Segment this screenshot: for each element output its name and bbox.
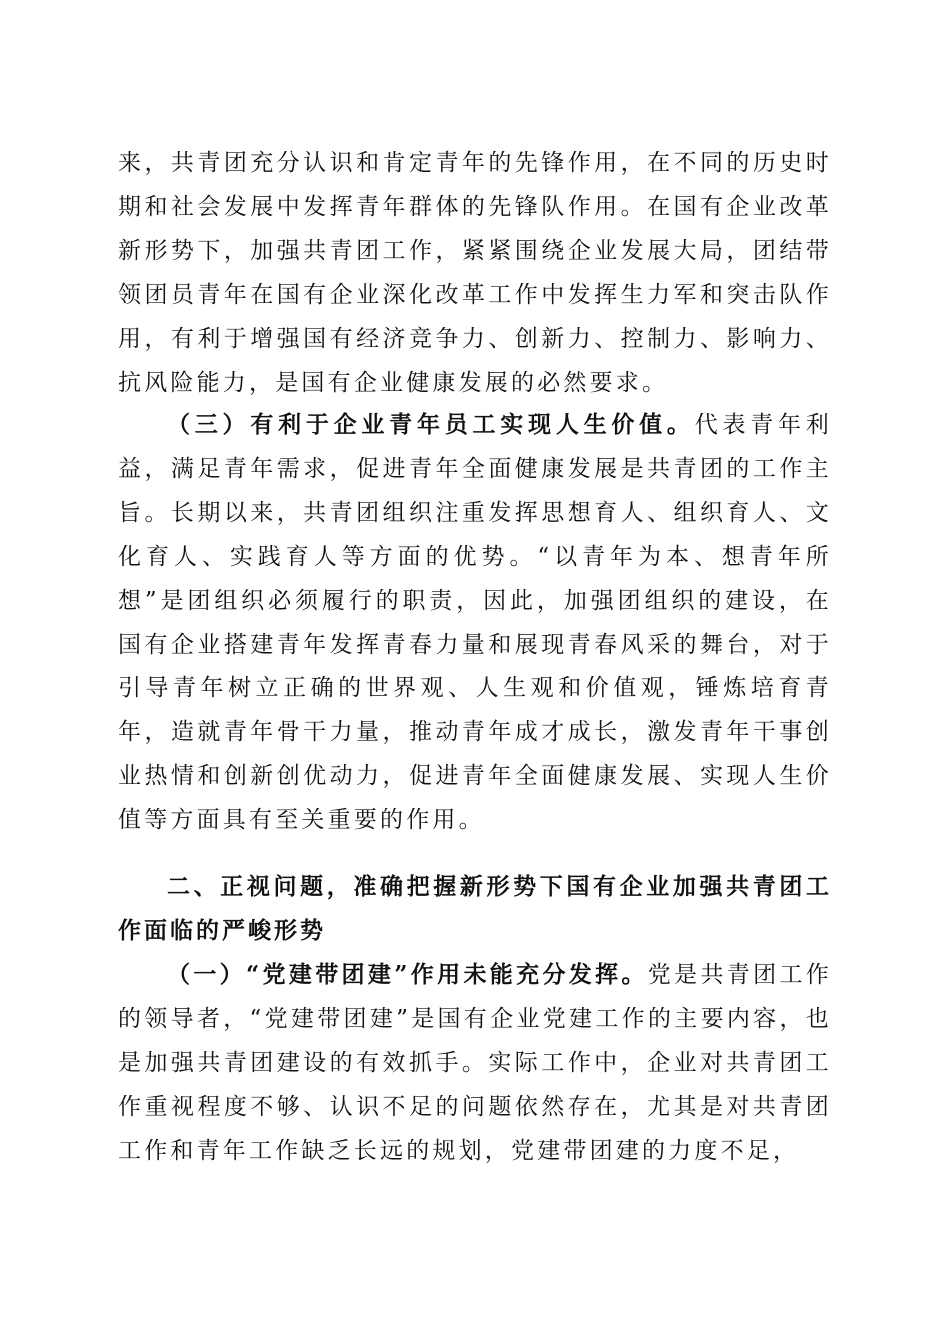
paragraph-body <box>118 403 832 843</box>
paragraph-body <box>118 953 832 1174</box>
subsection-1-text: 党是共青团工作的领导者，“党建带团建”是国有企业党建工作的主要内容，也是加强共青团建设的有效抓手。实际工作中，企业对共青团工作重视程度不够、认识不足的问题依然存在，尤其是对共青团工作和青年工作缺乏长远的规划，党建带团建的力度不足， <box>118 962 832 1164</box>
section-3-lead: （三）有利于企业青年员工实现人生价值。 <box>167 411 695 438</box>
section-heading-2 <box>118 866 832 954</box>
paragraph-text: 来，共青团充分认识和肯定青年的先锋作用，在不同的历史时期和社会发展中发挥青年群体的先锋队作用。在国有企业改革新形势下，加强共青团工作，紧紧围绕企业发展大局，团结带领团员青年在国有企业深化改革工作中发挥生力军和突击队作用，有利于增强国有经济竞争力、创新力、控制力、影响力、抗风险能力，是国有企业健康发展的必然要求。 <box>118 150 832 396</box>
section-3-text: 代表青年利益，满足青年需求，促进青年全面健康发展是共青团的工作主旨。长期以来，共青团组织注重发挥思想育人、组织育人、文化育人、实践育人等方面的优势。“以青年为本、想青年所想”是团组织必须履行的职责，因此，加强团组织的建设，在国有企业搭建青年发挥青春力量和展现青春风采的舞台，对于引导青年树立正确的世界观、人生观和价值观，锤炼培育青年，造就青年骨干力量，推动青年成才成长，激发青年干事创业热情和创新创优动力，促进青年全面健康发展、实现人生价值等方面具有至关重要的作用。 <box>118 412 832 834</box>
paragraph-subsection-1 <box>118 953 832 1174</box>
paragraph-section-3 <box>118 403 832 843</box>
heading-text: 二、正视问题，准确把握新形势下国有企业加强共青团工作面临的严峻形势 <box>118 874 832 944</box>
subsection-1-lead: （一）“党建带团建”作用未能充分发挥。 <box>167 961 648 988</box>
paragraph-continuation <box>118 142 832 405</box>
